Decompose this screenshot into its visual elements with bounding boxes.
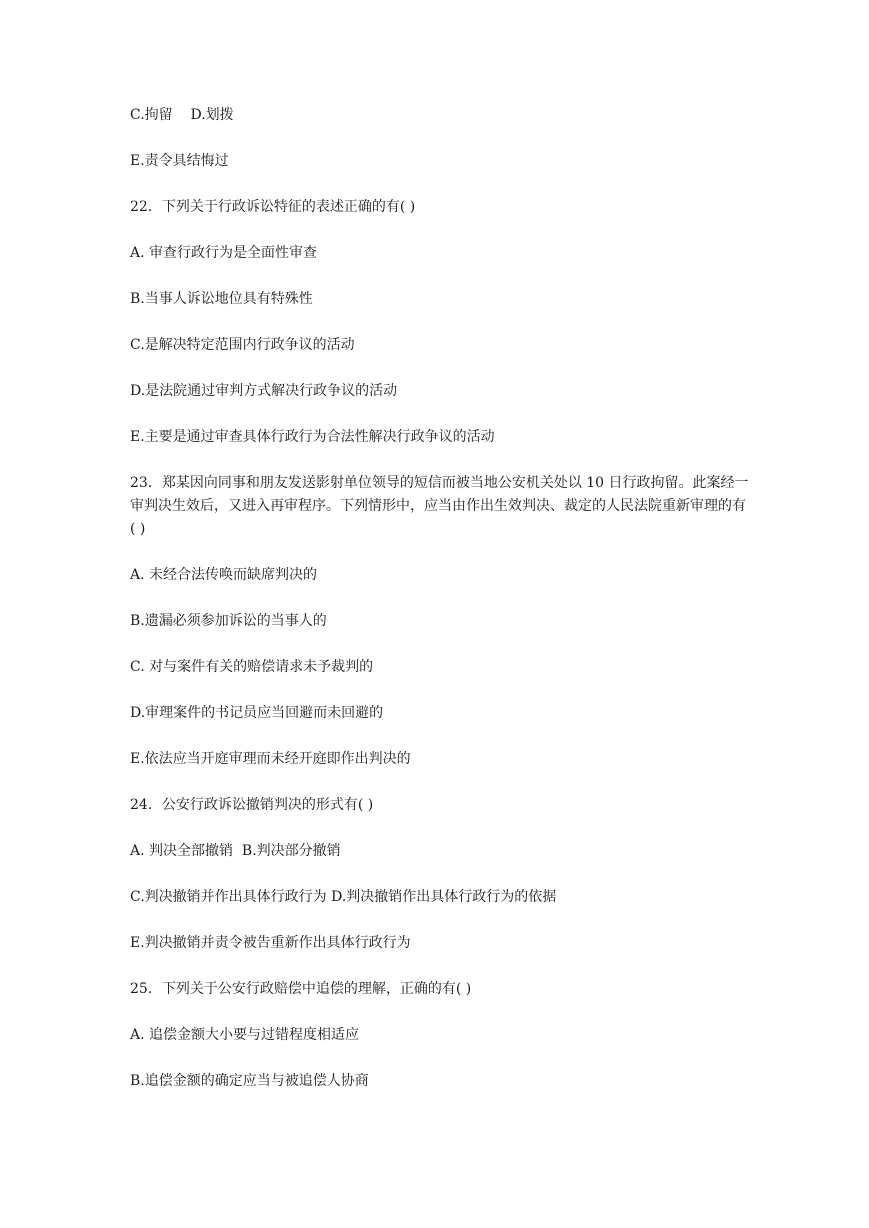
option-line: B.当事人诉讼地位具有特殊性 xyxy=(130,291,313,307)
option-line: C.是解决特定范围内行政争议的活动 xyxy=(130,337,355,353)
option-line: E.主要是通过审查具体行政行为合法性解决行政争议的活动 xyxy=(130,429,495,445)
question-24: 24．公安行政诉讼撤销判决的形式有( ) xyxy=(130,797,374,813)
option-line: A. 追偿金额大小要与过错程度相适应 xyxy=(130,1027,360,1043)
option-line: E.责令具结悔过 xyxy=(130,153,229,169)
document-page xyxy=(130,104,750,1093)
option-line: A. 审查行政行为是全面性审查 xyxy=(130,245,318,261)
question-25: 25．下列关于公安行政赔偿中追偿的理解，正确的有( ) xyxy=(130,981,472,997)
option-line: B.遗漏必须参加诉讼的当事人的 xyxy=(130,613,327,629)
option-line: A. 判决全部撤销 B.判决部分撤销 xyxy=(130,843,341,859)
option-line: E.判决撤销并责令被告重新作出具体行政行为 xyxy=(130,935,411,951)
option-line: D.是法院通过审判方式解决行政争议的活动 xyxy=(130,383,398,399)
option-line: B.追偿金额的确定应当与被追偿人协商 xyxy=(130,1073,369,1089)
option-line: A. 未经合法传唤而缺席判决的 xyxy=(130,567,318,583)
option-line: D.审理案件的书记员应当回避而未回避的 xyxy=(130,705,384,721)
option-line: C.拘留 D.划拨 xyxy=(130,107,234,123)
option-line: C. 对与案件有关的赔偿请求未予裁判的 xyxy=(130,659,374,675)
option-line: C.判决撤销并作出具体行政行为 D.判决撤销作出具体行政行为的依据 xyxy=(130,889,557,905)
question-23: 23．郑某因向同事和朋友发送影射单位领导的短信而被当地公安机关处以 10 日行政拘留。此案经一审判决生效后，又进入再审程序。下列情形中，应当由作出生效判决、裁定的人民法院重新审理的有( ) xyxy=(130,475,749,537)
option-line: E.依法应当开庭审理而未经开庭即作出判决的 xyxy=(130,751,411,767)
question-22: 22．下列关于行政诉讼特征的表述正确的有( ) xyxy=(130,199,416,215)
